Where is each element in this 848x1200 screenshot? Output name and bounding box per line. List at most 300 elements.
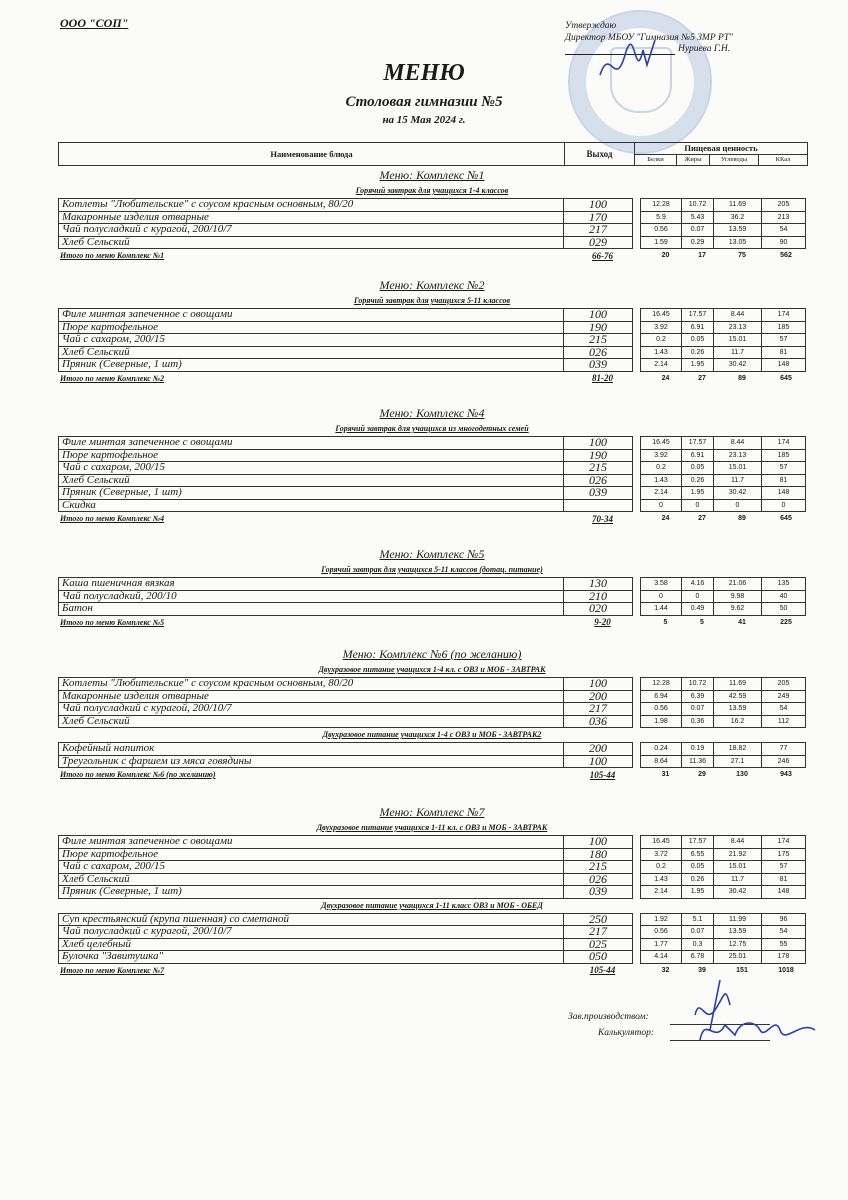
dish-kcal: 55 <box>762 938 806 951</box>
total-proteins: 31 <box>661 771 670 778</box>
table-row <box>59 848 806 861</box>
group-subtitle: Горячий завтрак для учащихся 5-11 классов <box>353 296 511 305</box>
dish-fats: 0 <box>682 499 714 512</box>
table-row <box>59 437 806 450</box>
table-row <box>59 678 806 691</box>
total-kcal: 645 <box>780 515 792 522</box>
dish-proteins: 0.2 <box>641 462 682 475</box>
dish-name: Скидка <box>59 499 564 512</box>
dish-name: Чай полусладкий, 200/10 <box>59 590 564 603</box>
dish-name: Хлеб целебный <box>59 938 564 951</box>
dish-proteins: 2.14 <box>641 359 682 372</box>
total-proteins: 32 <box>661 966 670 974</box>
group-subtitle: Горячий завтрак для учащихся 5-11 классов (дотац. питание) <box>321 565 543 574</box>
table-row <box>59 926 806 939</box>
dish-output: 190 <box>564 321 633 334</box>
table-row <box>59 715 806 728</box>
dish-proteins: 12.28 <box>641 678 682 691</box>
total-proteins: 20 <box>661 252 670 259</box>
total-kcal: 645 <box>780 374 792 382</box>
table-row <box>59 755 806 768</box>
table-row <box>59 346 806 359</box>
total-price: 81-20 <box>592 373 613 383</box>
dish-proteins: 1.44 <box>641 603 682 616</box>
page-title: МЕНЮ <box>383 60 465 86</box>
dish-proteins: 0.2 <box>641 334 682 347</box>
total-fats: 27 <box>698 515 706 522</box>
total-fats: 17 <box>698 252 706 259</box>
dish-proteins: 0.56 <box>641 224 682 237</box>
total-carbs: 89 <box>738 374 746 382</box>
dish-carbs: 15.01 <box>714 462 762 475</box>
dish-carbs: 11.69 <box>714 678 762 691</box>
table-row <box>59 199 806 212</box>
dish-name: Хлеб Сельский <box>59 715 564 728</box>
dish-carbs: 30.42 <box>714 487 762 500</box>
dish-carbs: 13.59 <box>714 703 762 716</box>
dish-output: 025 <box>564 938 633 951</box>
dish-fats: 0.05 <box>682 861 714 874</box>
table-row <box>59 359 806 372</box>
dish-fats: 0.49 <box>682 603 714 616</box>
dish-proteins: 16.45 <box>641 437 682 450</box>
dish-proteins: 12.28 <box>641 199 682 212</box>
calculator-label: Калькулятор: <box>598 1028 655 1038</box>
dish-kcal: 174 <box>762 437 806 450</box>
dish-kcal: 249 <box>762 690 806 703</box>
total-carbs: 130 <box>736 771 748 778</box>
dish-fats: 0.19 <box>682 743 714 756</box>
dish-name: Треугольник с фаршем из мяса говядины <box>59 755 564 768</box>
dish-output: 190 <box>564 449 633 462</box>
dish-proteins: 3.72 <box>641 848 682 861</box>
dish-output: 029 <box>564 236 633 249</box>
dish-proteins: 1.92 <box>641 913 682 926</box>
dish-kcal: 81 <box>762 474 806 487</box>
dish-kcal: 40 <box>762 590 806 603</box>
dish-kcal: 246 <box>762 755 806 768</box>
dish-kcal: 174 <box>762 836 806 849</box>
dish-name: Макаронные изделия отварные <box>59 211 564 224</box>
dish-fats: 5.1 <box>682 913 714 926</box>
dish-name: Чай с сахаром, 200/15 <box>59 462 564 475</box>
dish-carbs: 15.01 <box>714 334 762 347</box>
dish-kcal: 81 <box>762 873 806 886</box>
total-carbs: 151 <box>736 966 748 974</box>
total-price: 105-44 <box>589 769 616 780</box>
column-output-header: Выход <box>565 143 635 165</box>
dish-proteins: 3.92 <box>641 321 682 334</box>
dish-fats: 17.57 <box>682 437 714 450</box>
dish-carbs: 13.05 <box>714 236 762 249</box>
dish-output: 200 <box>564 743 633 756</box>
dish-proteins: 2.14 <box>641 886 682 899</box>
dish-carbs: 30.42 <box>714 886 762 899</box>
dish-proteins: 6.94 <box>641 690 682 703</box>
dish-carbs: 21.92 <box>714 848 762 861</box>
dish-fats: 0.07 <box>682 926 714 939</box>
production-manager-label: Зав.производством: <box>568 1012 649 1022</box>
dish-fats: 17.57 <box>682 836 714 849</box>
total-label: Итого по меню Комплекс №2 <box>60 373 165 383</box>
dish-kcal: 175 <box>762 848 806 861</box>
menu-section <box>58 545 806 629</box>
table-row <box>59 690 806 703</box>
dish-name: Пряник (Северные, 1 шт) <box>59 886 564 899</box>
dish-proteins: 1.98 <box>641 715 682 728</box>
column-name-header: Наименование блюда <box>59 143 565 165</box>
dish-carbs: 13.59 <box>714 224 762 237</box>
dish-fats: 10.72 <box>682 199 714 212</box>
dish-carbs: 13.59 <box>714 926 762 939</box>
total-fats: 5 <box>700 618 704 626</box>
group-subtitle: Горячий завтрак для учащихся 1-4 классов <box>355 186 509 195</box>
total-carbs: 89 <box>738 515 746 522</box>
dish-fats: 6.78 <box>682 951 714 964</box>
table-row <box>59 951 806 964</box>
dish-output: 100 <box>564 199 633 212</box>
dish-carbs: 15.01 <box>714 861 762 874</box>
dish-kcal: 135 <box>762 578 806 591</box>
dish-carbs: 36.2 <box>714 211 762 224</box>
table-header <box>58 142 808 166</box>
group-subtitle: Горячий завтрак для учащихся из многодетных семей <box>335 424 529 433</box>
dish-carbs: 11.7 <box>714 474 762 487</box>
dish-output: 039 <box>564 487 633 500</box>
dish-name: Чай с сахаром, 200/15 <box>59 334 564 347</box>
dishes-table <box>58 677 806 728</box>
dish-name: Пюре картофельное <box>59 449 564 462</box>
total-kcal: 562 <box>780 252 792 259</box>
dish-carbs: 18.82 <box>714 743 762 756</box>
dish-name: Хлеб Сельский <box>59 474 564 487</box>
dish-name: Хлеб Сельский <box>59 873 564 886</box>
dish-proteins: 0 <box>641 499 682 512</box>
dish-proteins: 0.2 <box>641 861 682 874</box>
dish-fats: 6.39 <box>682 690 714 703</box>
dish-name: Филе минтая запеченное с овощами <box>59 437 564 450</box>
dish-carbs: 8.44 <box>714 836 762 849</box>
dish-kcal: 112 <box>762 715 806 728</box>
dish-fats: 5.43 <box>682 211 714 224</box>
dish-output: 020 <box>564 603 633 616</box>
dish-output: 100 <box>564 678 633 691</box>
total-price: 9-20 <box>594 617 611 627</box>
dishes-table <box>58 198 806 249</box>
dish-fats: 0.26 <box>682 346 714 359</box>
dish-output: 215 <box>564 334 633 347</box>
dish-kcal: 96 <box>762 913 806 926</box>
dish-name: Чай полусладкий с курагой, 200/10/7 <box>59 703 564 716</box>
menu-section <box>58 166 806 262</box>
dish-proteins: 1.77 <box>641 938 682 951</box>
dish-carbs: 21.06 <box>714 578 762 591</box>
section-total-row <box>58 372 806 385</box>
total-label: Итого по меню Комплекс №7 <box>60 965 165 975</box>
dish-proteins: 1.43 <box>641 474 682 487</box>
dish-proteins: 16.45 <box>641 836 682 849</box>
total-carbs: 75 <box>738 252 746 259</box>
dish-output: 036 <box>564 715 633 728</box>
total-label: Итого по меню Комплекс №1 <box>60 251 165 260</box>
section-title: Меню: Комплекс №7 <box>379 805 485 819</box>
dish-carbs: 12.75 <box>714 938 762 951</box>
dish-name: Котлеты "Любительские" с соусом красным основным, 80/20 <box>59 678 564 691</box>
table-row <box>59 449 806 462</box>
total-label: Итого по меню Комплекс №6 (по желанию) <box>60 770 216 779</box>
table-row <box>59 603 806 616</box>
dish-kcal: 205 <box>762 678 806 691</box>
dishes-table <box>58 577 806 616</box>
dish-carbs: 11.7 <box>714 873 762 886</box>
menu-section <box>58 276 806 385</box>
table-row <box>59 861 806 874</box>
dish-fats: 0.05 <box>682 334 714 347</box>
dish-output: 215 <box>564 462 633 475</box>
table-row <box>59 462 806 475</box>
column-nutrition-header: Пищевая ценность <box>635 143 807 155</box>
dish-kcal: 50 <box>762 603 806 616</box>
total-carbs: 41 <box>738 618 746 626</box>
table-row <box>59 334 806 347</box>
menu-section <box>58 645 806 781</box>
section-total-row <box>58 249 806 262</box>
total-price: 66-76 <box>592 250 613 261</box>
dish-output: 170 <box>564 211 633 224</box>
dish-name: Батон <box>59 603 564 616</box>
dish-carbs: 8.44 <box>714 309 762 322</box>
page-subtitle: Столовая гимназии №5 <box>345 94 503 110</box>
dish-output: 130 <box>564 578 633 591</box>
dish-output: 039 <box>564 359 633 372</box>
section-title: Меню: Комплекс №1 <box>379 168 485 182</box>
dish-output: 100 <box>564 437 633 450</box>
table-row <box>59 236 806 249</box>
dish-proteins: 3.92 <box>641 449 682 462</box>
menu-section <box>58 404 806 525</box>
dish-output: 217 <box>564 703 633 716</box>
dish-name: Пюре картофельное <box>59 848 564 861</box>
table-row <box>59 703 806 716</box>
table-row <box>59 474 806 487</box>
dish-proteins: 1.43 <box>641 346 682 359</box>
dish-carbs: 11.99 <box>714 913 762 926</box>
dish-carbs: 27.1 <box>714 755 762 768</box>
dish-proteins: 0.24 <box>641 743 682 756</box>
dish-carbs: 11.69 <box>714 199 762 212</box>
dish-output: 217 <box>564 224 633 237</box>
table-row <box>59 873 806 886</box>
dish-name: Котлеты "Любительские" с соусом красным основным, 80/20 <box>59 199 564 212</box>
table-row <box>59 224 806 237</box>
dish-kcal: 54 <box>762 703 806 716</box>
table-row <box>59 886 806 899</box>
total-label: Итого по меню Комплекс №5 <box>60 617 165 627</box>
dish-fats: 0.3 <box>682 938 714 951</box>
group-subtitle: Двухразовое питание учащихся 1-11 кл. с ОВЗ и МОБ - ЗАВТРАК <box>316 823 548 832</box>
dish-carbs: 8.44 <box>714 437 762 450</box>
dish-fats: 17.57 <box>682 309 714 322</box>
dishes-table <box>58 436 806 512</box>
dish-fats: 6.91 <box>682 449 714 462</box>
dish-kcal: 90 <box>762 236 806 249</box>
total-fats: 29 <box>698 771 706 778</box>
approve-label: Утверждаю <box>565 21 617 31</box>
column-proteins-header: Белки <box>635 155 677 165</box>
group-subtitle: Двухразовое питание учащихся 1-11 класс ОВЗ и МОБ - ОБЕД <box>321 900 543 910</box>
dish-fats: 6.55 <box>682 848 714 861</box>
dish-output: 100 <box>564 755 633 768</box>
column-kcal-header: ККал <box>775 156 791 163</box>
dish-name: Пряник (Северные, 1 шт) <box>59 487 564 500</box>
total-fats: 39 <box>698 966 706 974</box>
dish-proteins: 1.59 <box>641 236 682 249</box>
table-row <box>59 309 806 322</box>
dish-fats: 0.07 <box>682 224 714 237</box>
dish-name: Чай с сахаром, 200/15 <box>59 861 564 874</box>
dish-kcal: 148 <box>762 886 806 899</box>
dish-proteins: 0.56 <box>641 703 682 716</box>
menu-date: на 15 Мая 2024 г. <box>382 114 466 126</box>
dish-output: 039 <box>564 886 633 899</box>
total-label: Итого по меню Комплекс №4 <box>60 514 165 523</box>
group-subtitle: Двухразовое питание учащихся 1-4 кл. с ОВЗ и МОБ - ЗАВТРАК <box>318 665 546 674</box>
dish-name: Пюре картофельное <box>59 321 564 334</box>
dish-name: Хлеб Сельский <box>59 236 564 249</box>
total-price: 105-44 <box>589 965 616 975</box>
table-row <box>59 487 806 500</box>
section-total-row <box>58 768 806 781</box>
dish-output: 026 <box>564 873 633 886</box>
table-row <box>59 913 806 926</box>
column-carbs-header: Углеводы <box>710 155 759 165</box>
dish-carbs: 11.7 <box>714 346 762 359</box>
signatures-handwritten <box>680 975 830 1065</box>
menu-section <box>58 803 806 977</box>
dishes-table <box>58 835 806 899</box>
organization-name: ООО "СОП" <box>60 16 129 30</box>
section-title: Меню: Комплекс №6 (по желанию) <box>342 647 522 661</box>
dish-kcal: 81 <box>762 346 806 359</box>
dish-kcal: 57 <box>762 861 806 874</box>
dish-fats: 0.29 <box>682 236 714 249</box>
section-total-row <box>58 512 806 525</box>
dish-kcal: 185 <box>762 449 806 462</box>
dish-kcal: 185 <box>762 321 806 334</box>
dish-proteins: 0.56 <box>641 926 682 939</box>
dish-proteins: 8.64 <box>641 755 682 768</box>
dish-name: Булочка "Завитушка" <box>59 951 564 964</box>
dish-output <box>564 499 633 512</box>
section-title: Меню: Комплекс №5 <box>379 547 485 561</box>
dish-name: Чай полусладкий с курагой, 200/10/7 <box>59 224 564 237</box>
table-row <box>59 590 806 603</box>
dish-kcal: 57 <box>762 462 806 475</box>
dish-fats: 0 <box>682 590 714 603</box>
table-row <box>59 499 806 512</box>
approve-position: Директор МБОУ "Гимназия №5 ЗМР РТ" <box>565 33 734 43</box>
dish-carbs: 25.01 <box>714 951 762 964</box>
dish-kcal: 0 <box>762 499 806 512</box>
dish-name: Филе минтая запеченное с овощами <box>59 836 564 849</box>
dish-name: Филе минтая запеченное с овощами <box>59 309 564 322</box>
dish-carbs: 30.42 <box>714 359 762 372</box>
dish-fats: 10.72 <box>682 678 714 691</box>
dish-carbs: 23.13 <box>714 449 762 462</box>
dish-kcal: 205 <box>762 199 806 212</box>
nutrition-header-group <box>635 143 807 165</box>
total-proteins: 5 <box>663 618 668 626</box>
total-price: 70-34 <box>592 513 613 524</box>
dish-output: 200 <box>564 690 633 703</box>
section-total-row <box>58 616 806 629</box>
dish-kcal: 174 <box>762 309 806 322</box>
dish-fats: 4.16 <box>682 578 714 591</box>
dish-kcal: 77 <box>762 743 806 756</box>
dish-fats: 0.26 <box>682 873 714 886</box>
dish-fats: 0.26 <box>682 474 714 487</box>
dish-kcal: 213 <box>762 211 806 224</box>
dish-output: 026 <box>564 346 633 359</box>
dish-proteins: 4.14 <box>641 951 682 964</box>
dish-carbs: 16.2 <box>714 715 762 728</box>
dish-carbs: 42.59 <box>714 690 762 703</box>
dish-output: 217 <box>564 926 633 939</box>
dish-proteins: 3.58 <box>641 578 682 591</box>
dish-name: Каша пшеничная вязкая <box>59 578 564 591</box>
dish-fats: 0.07 <box>682 703 714 716</box>
dish-name: Пряник (Северные, 1 шт) <box>59 359 564 372</box>
dish-kcal: 57 <box>762 334 806 347</box>
dish-fats: 0.05 <box>682 462 714 475</box>
dish-proteins: 2.14 <box>641 487 682 500</box>
dishes-table <box>58 308 806 372</box>
dish-name: Макаронные изделия отварные <box>59 690 564 703</box>
dish-output: 250 <box>564 913 633 926</box>
dish-proteins: 1.43 <box>641 873 682 886</box>
dish-carbs: 9.98 <box>714 590 762 603</box>
dish-fats: 0.36 <box>682 715 714 728</box>
dish-carbs: 23.13 <box>714 321 762 334</box>
dish-kcal: 54 <box>762 224 806 237</box>
dish-output: 215 <box>564 861 633 874</box>
dish-kcal: 148 <box>762 359 806 372</box>
dish-output: 100 <box>564 836 633 849</box>
dish-output: 026 <box>564 474 633 487</box>
table-row <box>59 836 806 849</box>
column-fats-header: Жиры <box>677 155 710 165</box>
dish-fats: 1.95 <box>682 487 714 500</box>
dish-name: Хлеб Сельский <box>59 346 564 359</box>
table-row <box>59 938 806 951</box>
dish-proteins: 0 <box>641 590 682 603</box>
dish-kcal: 178 <box>762 951 806 964</box>
dish-fats: 1.95 <box>682 886 714 899</box>
total-kcal: 1018 <box>778 966 794 974</box>
dish-carbs: 9.62 <box>714 603 762 616</box>
total-fats: 27 <box>698 374 706 382</box>
dishes-table <box>58 742 806 768</box>
dish-output: 210 <box>564 590 633 603</box>
table-row <box>59 211 806 224</box>
total-proteins: 24 <box>661 374 670 382</box>
total-proteins: 24 <box>661 515 670 522</box>
dish-name: Суп крестьянский (крупа пшенная) со сметаной <box>59 913 564 926</box>
dish-proteins: 5.9 <box>641 211 682 224</box>
dish-name: Чай полусладкий с курагой, 200/10/7 <box>59 926 564 939</box>
dish-fats: 6.91 <box>682 321 714 334</box>
total-kcal: 943 <box>780 771 792 778</box>
